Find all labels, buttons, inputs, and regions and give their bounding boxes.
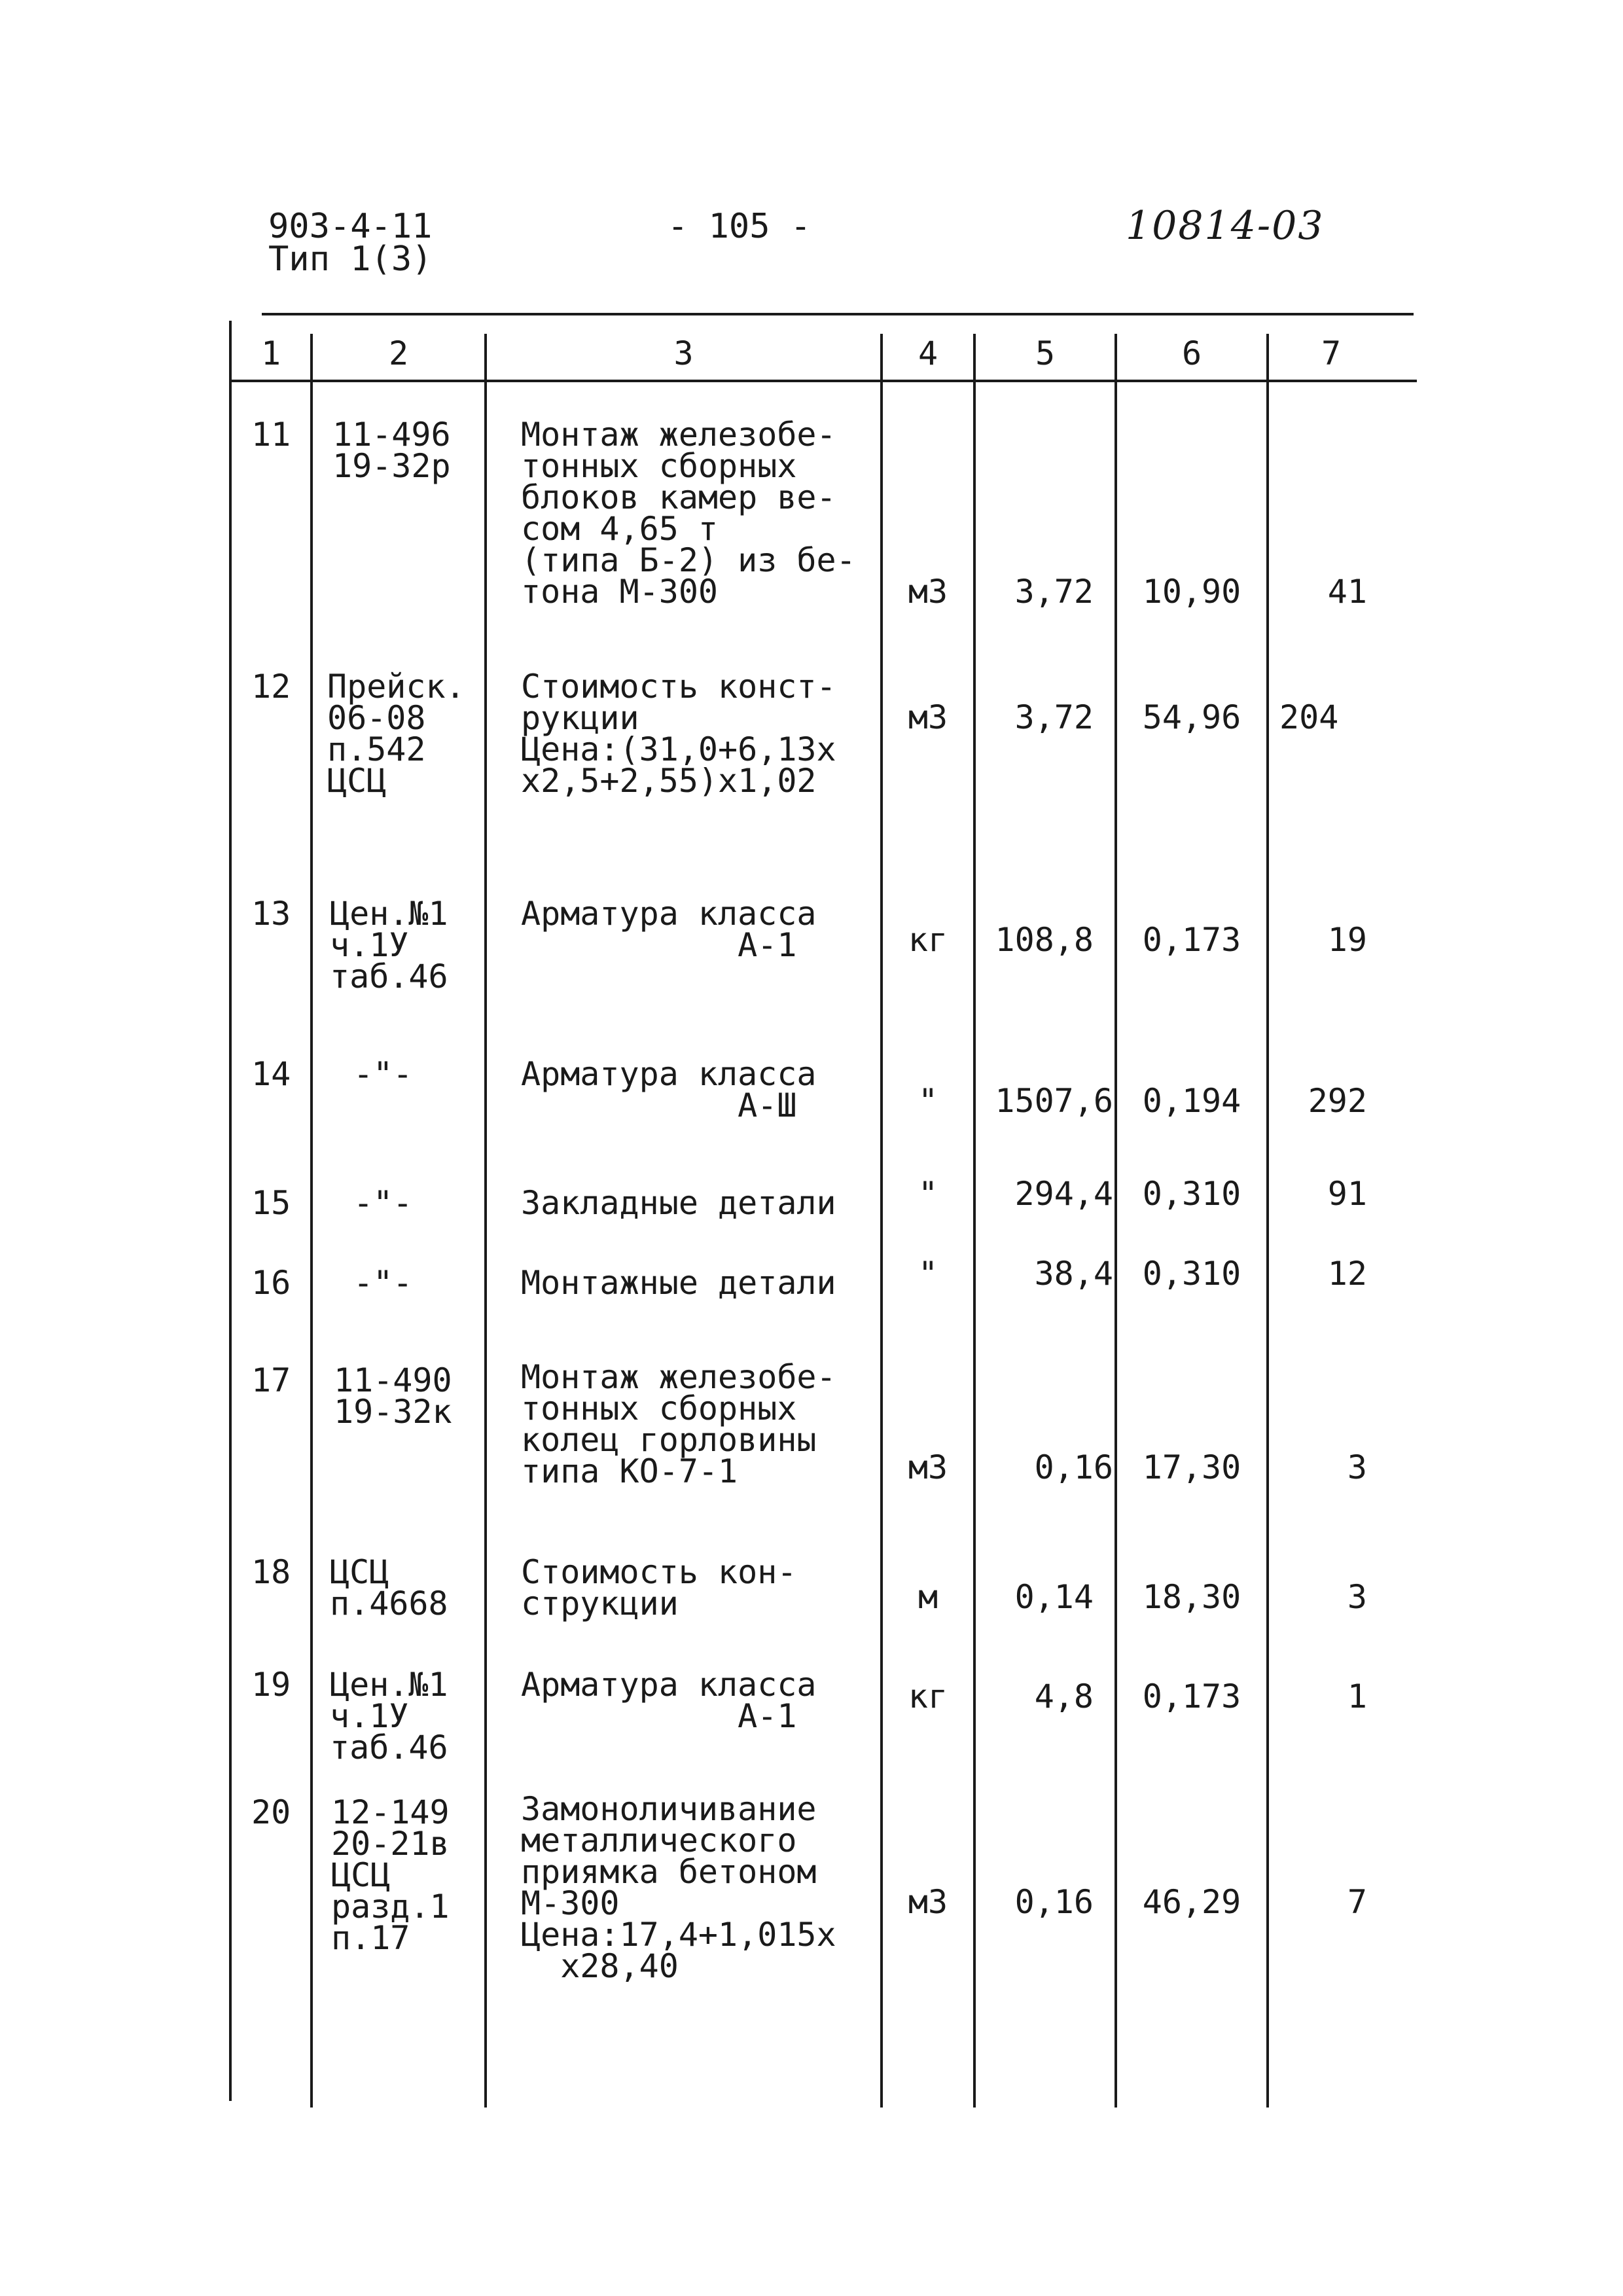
- row-number: 15: [251, 1184, 291, 1222]
- unit-price: 0,173: [1142, 921, 1241, 959]
- total-cost: 12: [1327, 1255, 1367, 1293]
- unit: ": [918, 1255, 938, 1293]
- norm-reference: Прейск. 06-08 п.542 ЦСЦ: [327, 668, 465, 800]
- col-divider-2: [484, 334, 487, 2108]
- quantity: 0,14: [1014, 1578, 1094, 1616]
- unit: ": [918, 1082, 938, 1120]
- work-description: Замоноличивание металлического приямка бетоном М-300 Цена:17,4+1,015х х28,40: [521, 1790, 836, 1985]
- document-code: 903-4-11: [268, 207, 433, 246]
- total-cost: 3: [1347, 1448, 1367, 1486]
- norm-reference: Цен.№1 ч.1У таб.46: [330, 895, 448, 996]
- total-cost: 3: [1347, 1578, 1367, 1616]
- total-cost: 7: [1347, 1883, 1367, 1921]
- unit: м3: [908, 573, 948, 611]
- unit-price: 54,96: [1142, 698, 1241, 736]
- total-cost: 204: [1279, 698, 1339, 736]
- row-number: 14: [251, 1055, 291, 1093]
- work-description: Монтажные детали: [521, 1264, 836, 1302]
- norm-reference: -"-: [353, 1184, 413, 1222]
- unit: м3: [908, 698, 948, 736]
- row-number: 16: [251, 1264, 291, 1302]
- unit-price: 10,90: [1142, 573, 1241, 611]
- quantity: 1507,6: [995, 1082, 1113, 1120]
- handwritten-doc-number: 10814-03: [1126, 203, 1325, 249]
- row-number: 12: [251, 668, 291, 706]
- total-cost: 19: [1327, 921, 1367, 959]
- unit: ": [918, 1175, 938, 1213]
- unit-price: 46,29: [1142, 1883, 1241, 1921]
- row-number: 19: [251, 1666, 291, 1704]
- col-divider-1: [310, 334, 313, 2108]
- unit-price: 0,173: [1142, 1677, 1241, 1715]
- quantity: 4,8: [1034, 1677, 1094, 1715]
- quantity: 0,16: [1014, 1883, 1094, 1921]
- unit-price: 0,194: [1142, 1082, 1241, 1120]
- column-number: 4: [918, 334, 938, 372]
- column-number: 5: [1035, 334, 1056, 372]
- row-number: 13: [251, 895, 291, 933]
- work-description: Арматура класса А-1: [521, 1666, 817, 1735]
- unit: м3: [908, 1448, 948, 1486]
- norm-reference: ЦСЦ п.4668: [330, 1553, 448, 1623]
- norm-reference: -"-: [353, 1055, 413, 1093]
- total-cost: 91: [1327, 1175, 1367, 1213]
- row-number: 11: [251, 416, 291, 454]
- document-type: Тип 1(3): [268, 240, 433, 279]
- unit-price: 0,310: [1142, 1255, 1241, 1293]
- page-number: - 105 -: [668, 207, 812, 246]
- total-cost: 41: [1327, 573, 1367, 611]
- norm-reference: 11-490 19-32к: [334, 1361, 452, 1431]
- work-description: Стоимость конст- рукции Цена:(31,0+6,13х х2,5+2,55)х1,02: [521, 668, 836, 800]
- work-description: Закладные детали: [521, 1184, 836, 1222]
- column-number: 3: [673, 334, 694, 372]
- column-number: 6: [1181, 334, 1202, 372]
- total-cost: 292: [1308, 1082, 1367, 1120]
- norm-reference: -"-: [353, 1264, 413, 1302]
- unit: кг: [908, 921, 948, 959]
- total-cost: 1: [1347, 1677, 1367, 1715]
- row-number: 17: [251, 1361, 291, 1399]
- quantity: 108,8: [995, 921, 1094, 959]
- column-number: 2: [388, 334, 409, 372]
- row-number: 20: [251, 1793, 291, 1831]
- quantity: 3,72: [1014, 698, 1094, 736]
- work-description: Арматура класса А-Ш: [521, 1055, 817, 1124]
- row-number: 18: [251, 1553, 291, 1591]
- norm-reference: Цен.№1 ч.1У таб.46: [330, 1666, 448, 1767]
- norm-reference: 11-496 19-32р: [332, 416, 451, 485]
- unit: м: [918, 1578, 938, 1616]
- work-description: Монтаж железобе- тонных сборных колец горловины типа КО-7-1: [521, 1358, 836, 1490]
- table-top-rule: [262, 313, 1414, 315]
- unit-price: 18,30: [1142, 1578, 1241, 1616]
- header-bottom-rule: [229, 380, 1417, 382]
- unit: м3: [908, 1883, 948, 1921]
- col-divider-0: [229, 321, 232, 2101]
- quantity: 294,4: [1014, 1175, 1113, 1213]
- column-number: 7: [1321, 334, 1342, 372]
- work-description: Арматура класса А-1: [521, 895, 817, 964]
- work-description: Монтаж железобе- тонных сборных блоков камер ве- сом 4,65 т (типа Б-2) из бе- тона М-300: [521, 416, 856, 611]
- quantity: 0,16: [1034, 1448, 1113, 1486]
- norm-reference: 12-149 20-21в ЦСЦ разд.1 п.17: [331, 1793, 450, 1957]
- column-number: 1: [260, 334, 281, 372]
- unit: кг: [908, 1677, 948, 1715]
- quantity: 3,72: [1014, 573, 1094, 611]
- unit-price: 0,310: [1142, 1175, 1241, 1213]
- work-description: Стоимость кон- струкции: [521, 1553, 797, 1623]
- quantity: 38,4: [1034, 1255, 1113, 1293]
- unit-price: 17,30: [1142, 1448, 1241, 1486]
